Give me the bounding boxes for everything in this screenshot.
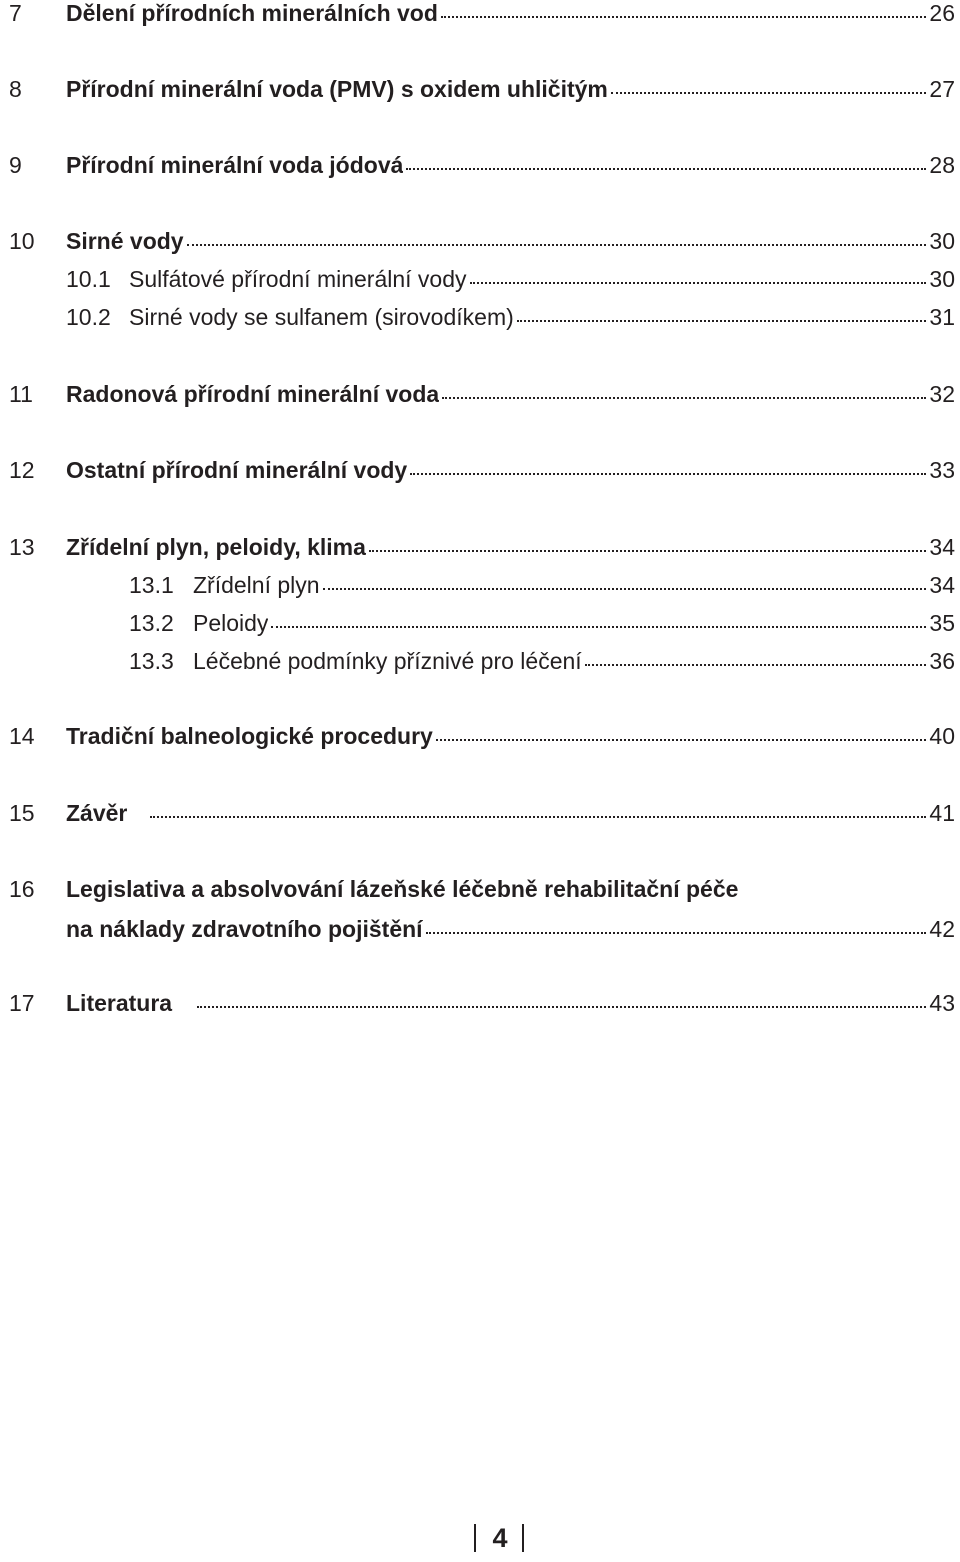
toc-entry-number: 16 — [9, 876, 35, 902]
toc-entry-title: Peloidy — [193, 610, 269, 636]
toc-entry-17[interactable] — [9, 983, 955, 1023]
dot-leader — [517, 320, 927, 322]
dot-leader — [197, 1006, 926, 1008]
toc-entry-number: 17 — [9, 990, 35, 1016]
toc-entry-number: 10.1 — [66, 266, 111, 292]
toc-entry-8[interactable] — [9, 69, 955, 109]
toc-entry-page: 42 — [929, 916, 955, 942]
toc-entry-title: Dělení přírodních minerálních vod — [66, 0, 438, 26]
dot-leader — [150, 816, 926, 818]
toc-entry-title: Literatura — [66, 990, 173, 1016]
toc-entry-title: Sulfátové přírodní minerální vody — [129, 266, 467, 292]
toc-entry-10-1[interactable] — [66, 259, 955, 299]
dot-leader — [406, 168, 926, 170]
page-number: 4 — [492, 1523, 508, 1553]
toc-entry-page: 34 — [929, 572, 955, 598]
dot-leader — [436, 739, 927, 741]
toc-entry-title: Přírodní minerální voda jódová — [66, 152, 404, 178]
toc-entry-page: 32 — [929, 381, 955, 407]
toc-entry-13-1[interactable] — [129, 565, 955, 605]
dot-leader — [323, 588, 927, 590]
toc-entry-title: Léčebné podmínky příznivé pro léčení — [193, 648, 582, 674]
dot-leader — [442, 397, 926, 399]
toc-entry-title: Sirné vody — [66, 228, 184, 254]
toc-entry-line-2 — [9, 909, 955, 949]
toc-entry-number: 13.3 — [129, 648, 174, 674]
toc-entry-page: 35 — [929, 610, 955, 636]
dot-leader — [441, 16, 927, 18]
toc-entry-number: 7 — [9, 0, 22, 26]
toc-entry-15[interactable] — [9, 793, 955, 833]
toc-entry-page: 30 — [929, 228, 955, 254]
toc-entry-page: 43 — [929, 990, 955, 1016]
toc-entry-page: 36 — [929, 648, 955, 674]
toc-entry-number: 12 — [9, 457, 35, 483]
toc-entry-page: 40 — [929, 723, 955, 749]
toc-entry-10[interactable] — [9, 221, 955, 261]
toc-entry-title: Zřídelní plyn, peloidy, klima — [66, 534, 366, 560]
toc-entry-title-line-2: na náklady zdravotního pojištění — [66, 916, 423, 942]
footer-right-rule — [522, 1524, 524, 1552]
dot-leader — [271, 626, 926, 628]
toc-entry-page: 34 — [929, 534, 955, 560]
toc-entry-number: 8 — [9, 76, 22, 102]
toc-entry-title: Závěr — [66, 800, 128, 826]
dot-leader — [611, 92, 927, 94]
toc-entry-title: Sirné vody se sulfanem (sirovodíkem) — [129, 304, 514, 330]
dot-leader — [187, 244, 927, 246]
toc-entry-page: 33 — [929, 457, 955, 483]
toc-entry-16[interactable] — [9, 869, 955, 949]
toc-entry-page: 30 — [929, 266, 955, 292]
toc-entry-number: 13.2 — [129, 610, 174, 636]
toc-entry-7[interactable] — [9, 0, 955, 33]
toc-entry-title: Zřídelní plyn — [193, 572, 320, 598]
toc-entry-title-line-1: Legislativa a absolvování lázeňské léčebně rehabilitační péče — [66, 876, 739, 902]
toc-entry-page: 31 — [929, 304, 955, 330]
toc-entry-line-1 — [9, 869, 955, 909]
toc-entry-13-2[interactable] — [129, 603, 955, 643]
toc-entry-number: 9 — [9, 152, 22, 178]
toc-entry-number: 15 — [9, 800, 35, 826]
toc-entry-13-3[interactable] — [129, 641, 955, 681]
toc-entry-title: Ostatní přírodní minerální vody — [66, 457, 408, 483]
toc-entry-title: Přírodní minerální voda (PMV) s oxidem uhličitým — [66, 76, 608, 102]
dot-leader — [369, 550, 926, 552]
dot-leader — [470, 282, 927, 284]
toc-entry-number: 13 — [9, 534, 35, 560]
toc-entry-page: 27 — [929, 76, 955, 102]
toc-entry-page: 28 — [929, 152, 955, 178]
toc-entry-page: 41 — [929, 800, 955, 826]
page-footer — [0, 1512, 960, 1562]
toc-entry-number: 11 — [9, 381, 33, 407]
toc-entry-13[interactable] — [9, 527, 955, 567]
toc-entry-title: Radonová přírodní minerální voda — [66, 381, 440, 407]
toc-entry-10-2[interactable] — [66, 297, 955, 337]
toc-entry-page: 26 — [929, 0, 955, 26]
toc-entry-11[interactable] — [9, 374, 955, 414]
toc-entry-14[interactable] — [9, 716, 955, 756]
dot-leader — [410, 473, 926, 475]
toc-entry-12[interactable] — [9, 450, 955, 490]
dot-leader — [426, 932, 927, 934]
toc-entry-number: 13.1 — [129, 572, 174, 598]
toc-entry-9[interactable] — [9, 145, 955, 185]
toc-entry-title: Tradiční balneologické procedury — [66, 723, 433, 749]
toc-entry-number: 10.2 — [66, 304, 111, 330]
toc-entry-number: 14 — [9, 723, 35, 749]
toc-entry-number: 10 — [9, 228, 35, 254]
dot-leader — [585, 664, 927, 666]
